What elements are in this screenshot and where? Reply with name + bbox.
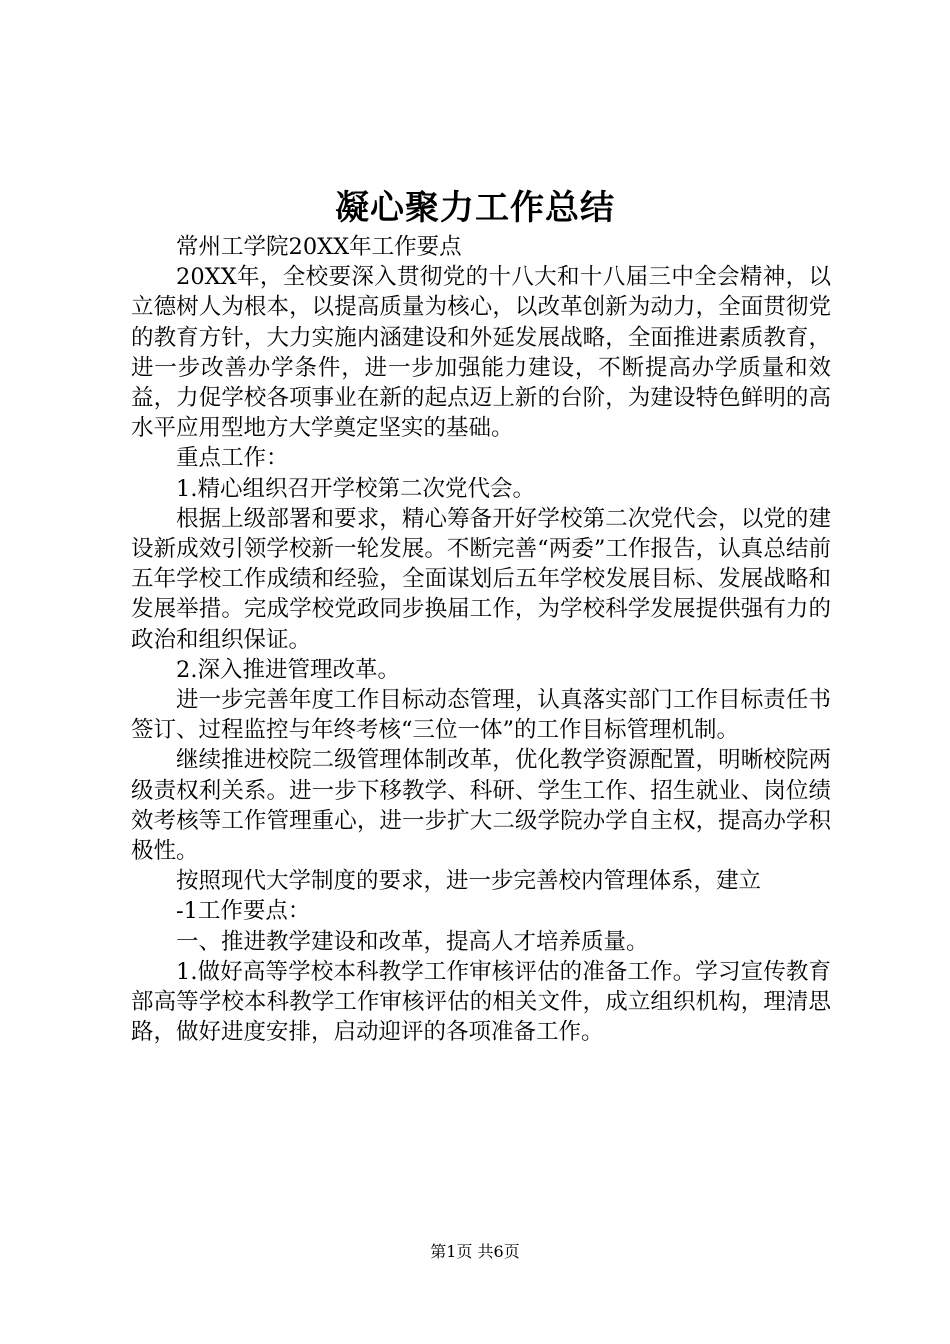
document-body <box>131 232 831 1047</box>
paragraph: 1.精心组织召开学校第二次党代会。 <box>176 475 535 502</box>
paragraph: 1.做好高等学校本科教学工作审核评估的准备工作。学习宣传教育部高等学校本科教学工作审核评估的相关文件，成立组织机构，理清思路，做好进度安排，启动迎评的各项准备工作。 <box>131 958 831 1046</box>
paragraph: 按照现代大学制度的要求，进一步完善校内管理体系，建立 <box>176 868 762 895</box>
paragraph: 常州工学院20XX年工作要点 <box>176 234 462 260</box>
paragraph: 20XX年，全校要深入贯彻党的十八大和十八届三中全会精神，以立德树人为根本，以提高质量为核心，以改革创新为动力，全面贯彻党的教育方针，大力实施内涵建设和外延发展战略，全面推进素质教育，进一步改善办学条件，进一步加强能力建设，不断提高办学质量和效益，力促学校各项事业在新的起点迈上新的台阶，为建设特色鲜明的高水平应用型地方大学奠定坚实的基础。 <box>131 264 831 442</box>
paragraph: 继续推进校院二级管理体制改革，优化教学资源配置，明晰校院两级责权利关系。进一步下移教学、科研、学生工作、招生就业、岗位绩效考核等工作管理重心，进一步扩大二级学院办学自主权，提高办学积极性。 <box>131 747 831 865</box>
page-footer: 第1页 共6页 <box>430 1242 520 1261</box>
paragraph: 进一步完善年度工作目标动态管理，认真落实部门工作目标责任书签订、过程监控与年终考核“三位一体”的工作目标管理机制。 <box>131 687 831 744</box>
paragraph: 2.深入推进管理改革。 <box>176 656 400 683</box>
paragraph: -1工作要点： <box>176 898 311 925</box>
document-title: 凝心聚力工作总结 <box>335 188 615 228</box>
paragraph: 重点工作： <box>176 445 289 472</box>
paragraph: 一、推进教学建设和改革，提高人才培养质量。 <box>176 928 649 955</box>
paragraph: 根据上级部署和要求，精心筹备开好学校第二次党代会，以党的建设新成效引领学校新一轮发展。不断完善“两委”工作报告，认真总结前五年学校工作成绩和经验，全面谋划后五年学校发展目标、发展战略和发展举措。完成学校党政同步换届工作，为学校科学发展提供强有力的政治和组织保证。 <box>131 505 831 653</box>
